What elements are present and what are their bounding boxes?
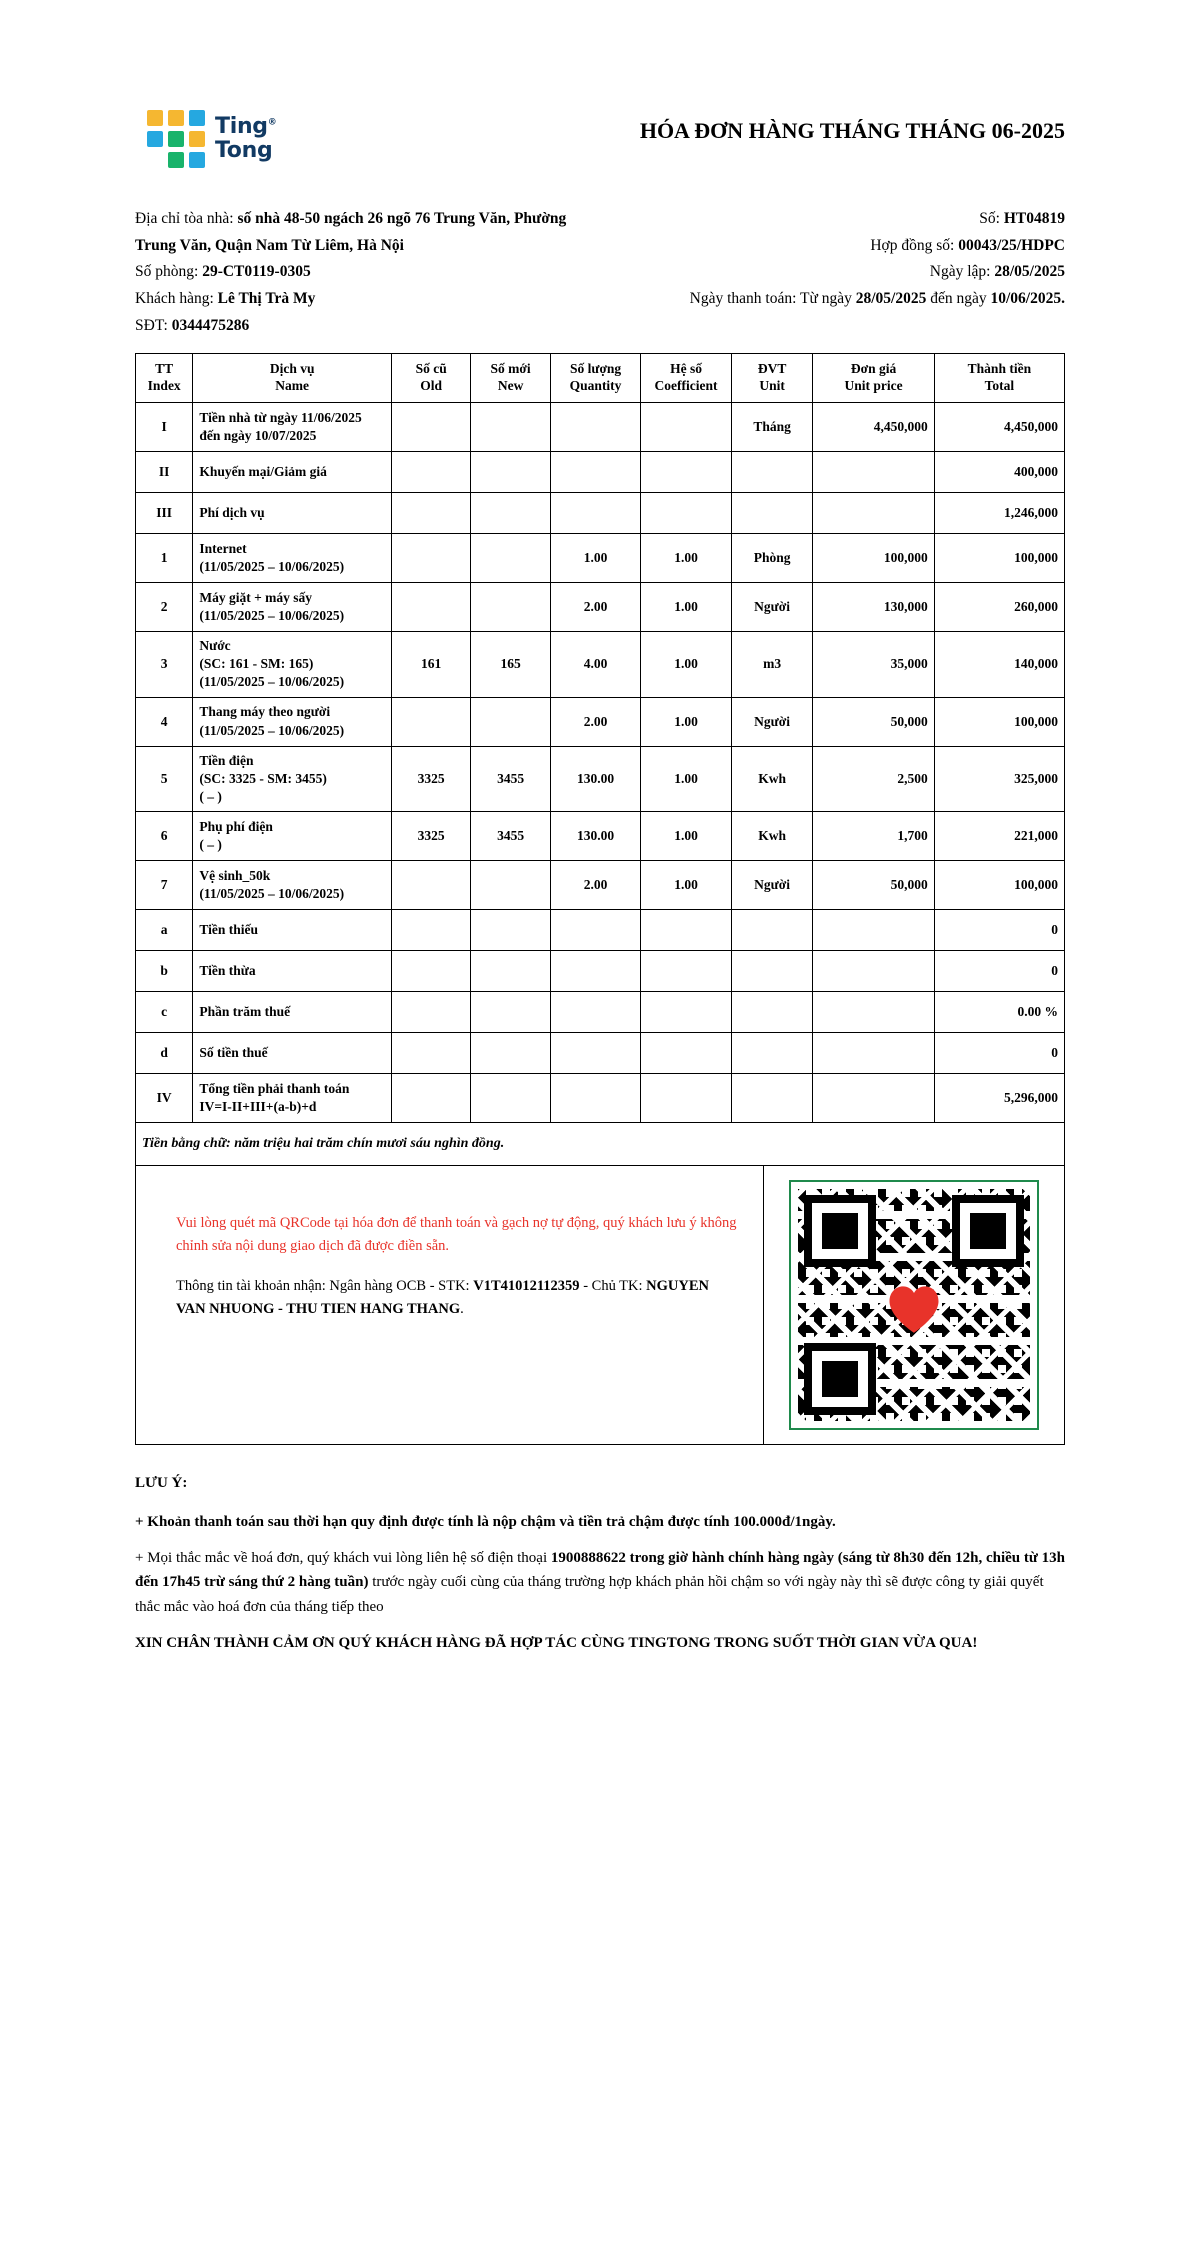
cell-total: 100,000 <box>934 697 1064 746</box>
qr-frame <box>789 1180 1039 1430</box>
service-name-line: ( – ) <box>199 837 222 853</box>
payment-mid: đến ngày <box>930 289 987 307</box>
table-header-cell-5 <box>641 354 731 403</box>
table-body <box>136 403 1065 1123</box>
account-suffix: . <box>460 1300 464 1317</box>
cell-service-name <box>193 951 392 992</box>
payment-band <box>136 1166 1064 1444</box>
table-header-cell-8 <box>934 354 1064 403</box>
meta-row-address2 <box>135 233 1065 260</box>
header-bottom: New <box>497 378 524 394</box>
table-header-cell-3 <box>471 354 550 403</box>
account-holder: NGUYEN VAN NHUONG - THU TIEN HANG THANG <box>176 1278 710 1317</box>
cell-total: 400,000 <box>934 452 1064 493</box>
cell-unit: Kwh <box>731 746 813 812</box>
cell-index: II <box>136 452 193 493</box>
cell-index: a <box>136 910 193 951</box>
address-value-line2: Trung Văn, Quận Nam Từ Liêm, Hà Nội <box>135 236 404 254</box>
table-row <box>136 452 1065 493</box>
header-bottom: Total <box>984 378 1015 394</box>
payment-from: 28/05/2025 <box>855 289 927 307</box>
payment-label: Ngày thanh toán: Từ ngày <box>689 289 852 307</box>
table-header-cell-6 <box>731 354 813 403</box>
qr-finder-bottom-left <box>804 1343 876 1415</box>
cell-total: 0 <box>934 910 1064 951</box>
table-row <box>136 992 1065 1033</box>
cell-old <box>391 493 470 534</box>
contract-number <box>870 233 1065 260</box>
cell-unit-price <box>813 493 934 534</box>
cell-index: I <box>136 403 193 452</box>
table-row <box>136 812 1065 861</box>
service-name-line: Phí dịch vụ <box>199 504 265 520</box>
heart-icon <box>886 1282 942 1338</box>
cell-unit: Phòng <box>731 534 813 583</box>
cell-index: 2 <box>136 583 193 632</box>
service-name-line: ( – ) <box>199 789 222 805</box>
qr-finder-top-right <box>952 1195 1024 1267</box>
cell-unit-price: 1,700 <box>813 812 934 861</box>
cell-total: 325,000 <box>934 746 1064 812</box>
table-row <box>136 1074 1065 1123</box>
phone-label: SĐT: <box>135 316 168 334</box>
cell-coefficient: 1.00 <box>641 534 731 583</box>
cell-index: 5 <box>136 746 193 812</box>
note-support <box>135 1546 1065 1619</box>
note-thanks: XIN CHÂN THÀNH CẢM ƠN QUÝ KHÁCH HÀNG ĐÃ HỢP TÁC CÙNG TINGTONG TRONG SUỐT THỜI GIAN VỪA QUA! <box>135 1634 978 1651</box>
cell-quantity <box>550 910 640 951</box>
contract-label: Hợp đồng số: <box>870 236 955 254</box>
tingtong-logo-icon <box>147 110 205 168</box>
service-name-line: (11/05/2025 – 10/06/2025) <box>199 674 345 690</box>
header-bottom: Index <box>147 378 181 394</box>
cell-unit <box>731 1074 813 1123</box>
service-name-line: Tiền nhà từ ngày 11/06/2025 <box>199 409 362 425</box>
payment-qr-code-icon[interactable] <box>798 1189 1030 1421</box>
invoice-meta <box>135 206 1065 339</box>
cell-new <box>471 910 550 951</box>
cell-quantity <box>550 403 640 452</box>
cell-unit-price: 35,000 <box>813 632 934 698</box>
header-top: Đơn giá <box>850 361 897 377</box>
table-row <box>136 1033 1065 1074</box>
cell-old <box>391 534 470 583</box>
cell-unit: m3 <box>731 632 813 698</box>
service-name-line: Phần trăm thuế <box>199 1004 291 1020</box>
cell-quantity <box>550 493 640 534</box>
cell-total: 0 <box>934 951 1064 992</box>
cell-old <box>391 452 470 493</box>
cell-quantity: 1.00 <box>550 534 640 583</box>
header-top: Thành tiền <box>967 361 1032 377</box>
address-label: Địa chỉ tòa nhà: <box>135 210 234 227</box>
header-top: Hệ số <box>670 361 702 377</box>
table-header-cell-0 <box>136 354 193 403</box>
cell-new: 3455 <box>471 746 550 812</box>
cell-unit: Người <box>731 861 813 910</box>
cell-index: 7 <box>136 861 193 910</box>
meta-row-address <box>135 206 1065 233</box>
bank-account-info <box>176 1275 739 1320</box>
brand-name-line2: Tong <box>215 138 273 163</box>
service-name-line: Tổng tiền phải thanh toán <box>199 1081 350 1097</box>
created-date <box>930 259 1065 286</box>
cell-unit <box>731 1033 813 1074</box>
header-bottom: Coefficient <box>654 378 718 394</box>
header-bottom: Unit <box>759 378 785 394</box>
cell-unit-price <box>813 992 934 1033</box>
cell-coefficient: 1.00 <box>641 746 731 812</box>
meta-row-phone <box>135 313 1065 340</box>
table-row <box>136 403 1065 452</box>
cell-new <box>471 697 550 746</box>
table-row <box>136 910 1065 951</box>
cell-total: 1,246,000 <box>934 493 1064 534</box>
cell-new <box>471 861 550 910</box>
cell-quantity <box>550 452 640 493</box>
cell-total: 140,000 <box>934 632 1064 698</box>
cell-service-name <box>193 910 392 951</box>
customer-phone <box>135 313 1065 340</box>
cell-unit <box>731 493 813 534</box>
cell-new: 165 <box>471 632 550 698</box>
cell-coefficient <box>641 403 731 452</box>
cell-new <box>471 534 550 583</box>
cell-old <box>391 403 470 452</box>
cell-quantity: 130.00 <box>550 812 640 861</box>
cell-old <box>391 910 470 951</box>
cell-quantity <box>550 1074 640 1123</box>
service-name-line: Internet <box>199 540 247 556</box>
cell-unit-price: 50,000 <box>813 861 934 910</box>
service-name-line: IV=I-II+III+(a-b)+d <box>199 1099 317 1115</box>
page-title: HÓA ĐƠN HÀNG THÁNG THÁNG 06-2025 <box>639 118 1065 143</box>
cell-old <box>391 697 470 746</box>
service-name-line: Nước <box>199 638 231 654</box>
cell-coefficient: 1.00 <box>641 812 731 861</box>
cell-index: IV <box>136 1074 193 1123</box>
invoice-header <box>135 110 1065 168</box>
cell-quantity: 2.00 <box>550 583 640 632</box>
phone-value: 0344475286 <box>171 316 250 334</box>
cell-service-name <box>193 452 392 493</box>
cell-service-name <box>193 746 392 812</box>
account-prefix: Thông tin tài khoản nhận: Ngân hàng OCB - STK: <box>176 1278 470 1295</box>
cell-index: d <box>136 1033 193 1074</box>
table-header-cell-7 <box>813 354 934 403</box>
cell-new <box>471 1033 550 1074</box>
cell-total: 0 <box>934 1033 1064 1074</box>
cell-unit-price: 2,500 <box>813 746 934 812</box>
cell-total: 5,296,000 <box>934 1074 1064 1123</box>
customer-value: Lê Thị Trà My <box>217 289 316 307</box>
service-name-line: đến ngày 10/07/2025 <box>199 428 317 444</box>
cell-quantity: 2.00 <box>550 697 640 746</box>
customer-label: Khách hàng: <box>135 289 214 307</box>
cell-unit: Người <box>731 583 813 632</box>
cell-total: 100,000 <box>934 861 1064 910</box>
cell-new <box>471 583 550 632</box>
table-row <box>136 951 1065 992</box>
service-name-line: Tiền điện <box>199 752 254 768</box>
amount-in-words: Tiền bằng chữ: năm triệu hai trăm chín mươi sáu nghìn đồng. <box>136 1123 1065 1166</box>
cell-unit-price <box>813 1074 934 1123</box>
cell-index: 3 <box>136 632 193 698</box>
service-name-line: Tiền thiếu <box>199 922 258 938</box>
cell-total: 100,000 <box>934 534 1064 583</box>
table-row-amount-words <box>136 1123 1065 1166</box>
note-support-hotline: 1900888622 trong giờ hành chính hàng ngày (sáng từ 8h30 đến 12h, chiều từ 13h đến 17h45 trừ sáng thứ 2 hàng tuần) <box>135 1549 1065 1591</box>
invoice-number-label: Số: <box>979 210 1000 227</box>
service-name-line: Tiền thừa <box>199 963 256 979</box>
customer-name <box>135 286 690 313</box>
cell-unit: Kwh <box>731 812 813 861</box>
table-row <box>136 583 1065 632</box>
header-bottom: Name <box>275 378 310 394</box>
service-name-line: Khuyến mại/Giảm giá <box>199 463 327 479</box>
cell-new <box>471 493 550 534</box>
created-value: 28/05/2025 <box>994 263 1065 281</box>
account-number: V1T41012112359 <box>473 1278 580 1295</box>
service-name-line: (SC: 161 - SM: 165) <box>199 656 314 672</box>
header-top: Số cũ <box>415 361 447 377</box>
cell-coefficient <box>641 1074 731 1123</box>
room-label: Số phòng: <box>135 263 199 281</box>
cell-service-name <box>193 583 392 632</box>
header-top: ĐVT <box>757 361 787 377</box>
header-top: Số mới <box>490 361 531 377</box>
cell-total: 0.00 % <box>934 992 1064 1033</box>
cell-unit <box>731 452 813 493</box>
building-address <box>135 206 979 233</box>
cell-quantity: 2.00 <box>550 861 640 910</box>
header-bottom: Quantity <box>569 378 622 394</box>
notes-heading: LƯU Ý: <box>135 1475 188 1492</box>
header-bottom: Unit price <box>844 378 903 394</box>
cell-index: 4 <box>136 697 193 746</box>
service-name-line: Thang máy theo người <box>199 704 331 720</box>
table-row <box>136 534 1065 583</box>
cell-new <box>471 992 550 1033</box>
table-header-cell-4 <box>550 354 640 403</box>
cell-new <box>471 452 550 493</box>
cell-unit <box>731 951 813 992</box>
cell-service-name <box>193 812 392 861</box>
service-name-line: Phụ phí điện <box>199 819 273 835</box>
room-value: 29-CT0119-0305 <box>202 263 311 281</box>
cell-coefficient: 1.00 <box>641 583 731 632</box>
created-label: Ngày lập: <box>929 263 991 281</box>
cell-service-name <box>193 992 392 1033</box>
cell-coefficient <box>641 951 731 992</box>
cell-index: III <box>136 493 193 534</box>
cell-coefficient <box>641 452 731 493</box>
table-header-row <box>136 354 1065 403</box>
cell-unit <box>731 992 813 1033</box>
note-support-part3: trước ngày cuối cùng của tháng <box>372 1574 562 1591</box>
service-name-line: (SC: 3325 - SM: 3455) <box>199 770 327 786</box>
cell-service-name <box>193 1074 392 1123</box>
header-top: TT <box>155 361 174 377</box>
address-value: số nhà 48-50 ngách 26 ngõ 76 Trung Văn, Phường <box>237 210 567 227</box>
payment-to: 10/06/2025. <box>990 289 1065 307</box>
cell-unit-price <box>813 910 934 951</box>
brand-name <box>215 115 276 163</box>
service-name-line: Số tiền thuế <box>199 1045 268 1061</box>
cell-old <box>391 861 470 910</box>
note-support-part1: + Mọi thắc mắc về hoá đơn, quý khách vui lòng liên hệ số điện thoại <box>135 1549 548 1566</box>
cell-unit-price <box>813 1033 934 1074</box>
cell-old <box>391 1074 470 1123</box>
table-header-cell-1 <box>193 354 392 403</box>
cell-coefficient: 1.00 <box>641 861 731 910</box>
service-name-line: Vệ sinh_50k <box>199 868 271 884</box>
cell-coefficient <box>641 1033 731 1074</box>
cell-new: 3455 <box>471 812 550 861</box>
cell-service-name <box>193 534 392 583</box>
note-late-payment: + Khoản thanh toán sau thời hạn quy định được tính là nộp chậm và tiền trả chậm được tính 100.000đ/1ngày. <box>135 1513 836 1530</box>
cell-total: 221,000 <box>934 812 1064 861</box>
cell-new <box>471 951 550 992</box>
note-support-part4: trường hợp khách phản hồi chậm so với ngày này thì sẽ được công ty giải quyết thắc mắc vào hoá đơn của tháng tiếp theo <box>135 1574 1044 1615</box>
cell-new <box>471 1074 550 1123</box>
payment-instructions <box>136 1166 763 1444</box>
service-name-line: (11/05/2025 – 10/06/2025) <box>199 608 345 624</box>
invoice-number-value: HT04819 <box>1003 210 1065 227</box>
qr-column <box>763 1166 1064 1444</box>
cell-service-name <box>193 697 392 746</box>
cell-index: 6 <box>136 812 193 861</box>
amount-in-words-section <box>136 1123 1065 1445</box>
cell-old: 161 <box>391 632 470 698</box>
header-top: Dịch vụ <box>269 361 315 377</box>
cell-quantity <box>550 992 640 1033</box>
cell-service-name <box>193 403 392 452</box>
cell-coefficient <box>641 992 731 1033</box>
cell-coefficient <box>641 910 731 951</box>
cell-coefficient: 1.00 <box>641 632 731 698</box>
cell-unit-price <box>813 452 934 493</box>
cell-quantity <box>550 1033 640 1074</box>
cell-unit-price <box>813 951 934 992</box>
qr-finder-top-left <box>804 1195 876 1267</box>
table-header-cell-2 <box>391 354 470 403</box>
table-row <box>136 861 1065 910</box>
service-name-line: (11/05/2025 – 10/06/2025) <box>199 722 345 738</box>
cell-old <box>391 992 470 1033</box>
cell-service-name <box>193 1033 392 1074</box>
header-bottom: Old <box>420 378 443 394</box>
table-row <box>136 746 1065 812</box>
cell-unit <box>731 910 813 951</box>
cell-index: 1 <box>136 534 193 583</box>
header-top: Số lượng <box>569 361 622 377</box>
table-row <box>136 632 1065 698</box>
table-row-payment-band <box>136 1166 1065 1445</box>
cell-old <box>391 951 470 992</box>
cell-old: 3325 <box>391 746 470 812</box>
cell-old <box>391 583 470 632</box>
cell-total: 260,000 <box>934 583 1064 632</box>
brand-name-line1: Ting <box>215 114 268 140</box>
cell-unit-price: 50,000 <box>813 697 934 746</box>
trademark-mark: ® <box>267 117 277 128</box>
cell-service-name <box>193 632 392 698</box>
footer-notes <box>135 1471 1065 1655</box>
cell-quantity: 4.00 <box>550 632 640 698</box>
meta-row-customer <box>135 286 1065 313</box>
service-name-line: (11/05/2025 – 10/06/2025) <box>199 886 345 902</box>
brand-logo <box>135 110 276 168</box>
contract-value: 00043/25/HDPC <box>958 236 1065 254</box>
room-number <box>135 259 930 286</box>
payment-period <box>690 286 1065 313</box>
invoice-number <box>979 206 1065 233</box>
table-row <box>136 493 1065 534</box>
qr-warning-text: Vui lòng quét mã QRCode tại hóa đơn để thanh toán và gạch nợ tự động, quý khách lưu ý không chỉnh sửa nội dung giao dịch đã được điền sẵn. <box>176 1215 737 1254</box>
cell-unit-price: 4,450,000 <box>813 403 934 452</box>
cell-index: c <box>136 992 193 1033</box>
service-name-line: Máy giặt + máy sấy <box>199 589 313 605</box>
cell-service-name <box>193 861 392 910</box>
cell-unit: Người <box>731 697 813 746</box>
cell-unit-price: 100,000 <box>813 534 934 583</box>
cell-index: b <box>136 951 193 992</box>
cell-new <box>471 403 550 452</box>
cell-old <box>391 1033 470 1074</box>
cell-unit: Tháng <box>731 403 813 452</box>
cell-coefficient <box>641 493 731 534</box>
cell-unit-price: 130,000 <box>813 583 934 632</box>
cell-old: 3325 <box>391 812 470 861</box>
meta-row-room <box>135 259 1065 286</box>
cell-service-name <box>193 493 392 534</box>
cell-total: 4,450,000 <box>934 403 1064 452</box>
account-mid: - Chủ TK: <box>583 1278 643 1295</box>
service-name-line: (11/05/2025 – 10/06/2025) <box>199 559 345 575</box>
table-row <box>136 697 1065 746</box>
cell-coefficient: 1.00 <box>641 697 731 746</box>
cell-quantity: 130.00 <box>550 746 640 812</box>
invoice-table <box>135 353 1065 1445</box>
cell-quantity <box>550 951 640 992</box>
